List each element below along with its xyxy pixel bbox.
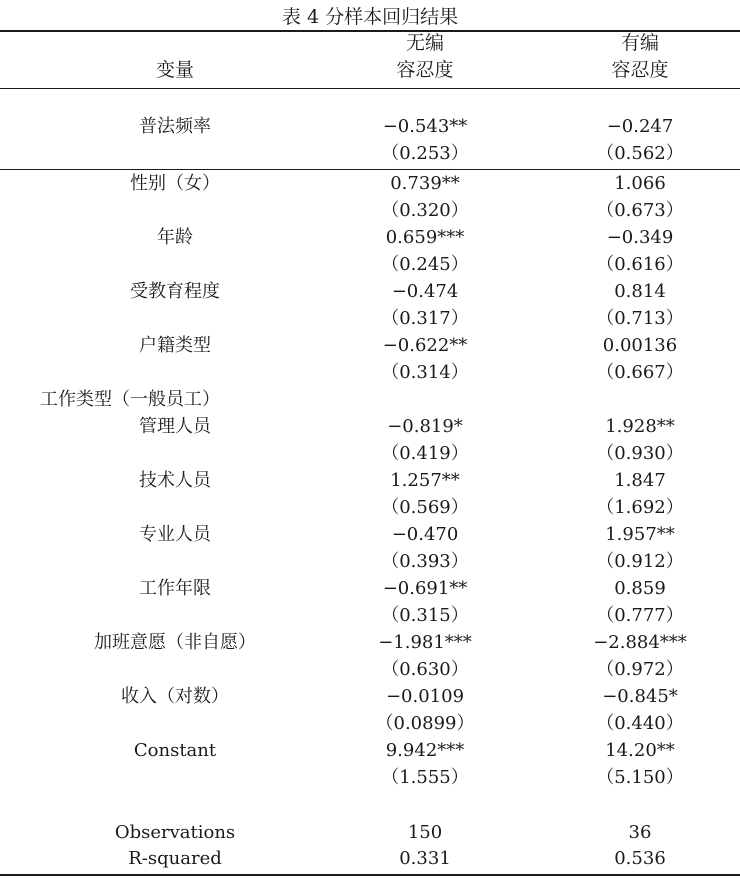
se-col1: （1.555） [381,767,469,788]
row-label: 工作年限 [139,578,211,599]
coef-col2: 0.859 [614,578,666,599]
header-col1-line2: 容忍度 [396,59,454,81]
row-label: 收入（对数） [121,686,229,707]
se-col1: （0.245） [381,254,469,275]
se-col1: （0.393） [381,551,469,572]
observations-col1: 150 [407,822,443,843]
se-col2: （1.692） [596,497,684,518]
coef-col2: 1.957** [605,524,675,545]
se-col1: （0.320） [381,200,469,221]
header-rule [0,88,740,89]
row-label: 性别（女） [130,173,220,194]
coef-col1: 9.942*** [385,740,465,761]
row-label: 普法频率 [139,116,211,137]
coef-col1: −0.691** [382,578,468,599]
observations-label: Observations [114,822,236,843]
coef-col2: 0.814 [614,281,666,302]
se-col1: （0.317） [381,308,469,329]
coef-col2: 1.928** [605,416,675,437]
se-col2: （0.777） [596,605,684,626]
se-col2: （0.667） [596,362,684,383]
coef-col2: 0.00136 [602,335,678,356]
work-type-heading: 工作类型（一般员工） [40,389,220,410]
se-col1: （0.253） [381,143,469,164]
se-col2: （0.972） [596,659,684,680]
se-col1: （0.630） [381,659,469,680]
row-label: 技术人员 [139,470,211,491]
coef-col1: 0.739** [390,173,460,194]
coef-col2: 14.20** [605,740,675,761]
header-variable: 变量 [155,59,194,81]
row-label: 户籍类型 [139,335,211,356]
header-col2-line2: 容忍度 [611,59,669,81]
se-col2: （0.562） [596,143,684,164]
row-label: 专业人员 [139,524,211,545]
se-col2: （0.713） [596,308,684,329]
se-col2: （0.440） [596,713,684,734]
se-col1: （0.315） [381,605,469,626]
section-rule [0,169,740,170]
se-col1: （0.0899） [375,713,475,734]
coef-col2: 1.847 [614,470,666,491]
rsquared-col1: 0.331 [399,848,451,869]
observations-col2: 36 [628,822,652,843]
se-col2: （0.912） [596,551,684,572]
row-label: 加班意愿（非自愿） [94,632,256,653]
coef-col2: −0.349 [606,227,674,248]
se-col1: （0.419） [381,443,469,464]
coef-col2: −0.247 [606,116,674,137]
coef-col1: 1.257** [390,470,460,491]
row-label: Constant [133,740,217,761]
coef-col2: −2.884*** [593,632,687,653]
coef-col1: −0.543** [382,116,468,137]
se-col1: （0.314） [381,362,469,383]
coef-col1: −0.474 [391,281,459,302]
header-col2-line1: 有编 [620,32,659,54]
se-col2: （5.150） [596,767,684,788]
row-label: 管理人员 [139,416,211,437]
rsquared-label: R-squared [128,848,222,869]
coef-col2: 1.066 [614,173,666,194]
coef-col1: −0.0109 [385,686,465,707]
coef-col1: −0.622** [382,335,468,356]
coef-col1: −0.470 [391,524,459,545]
table-title: 表 4 分样本回归结果 [281,6,459,28]
row-label: 年龄 [157,227,193,248]
se-col2: （0.616） [596,254,684,275]
coef-col1: 0.659*** [385,227,465,248]
bottom-rule [0,874,740,876]
coef-col1: −1.981*** [378,632,472,653]
header-col1-line1: 无编 [405,32,444,54]
se-col1: （0.569） [381,497,469,518]
se-col2: （0.673） [596,200,684,221]
coef-col1: −0.819* [387,416,463,437]
row-label: 受教育程度 [130,281,220,302]
coef-col2: −0.845* [602,686,678,707]
se-col2: （0.930） [596,443,684,464]
rsquared-col2: 0.536 [614,848,666,869]
